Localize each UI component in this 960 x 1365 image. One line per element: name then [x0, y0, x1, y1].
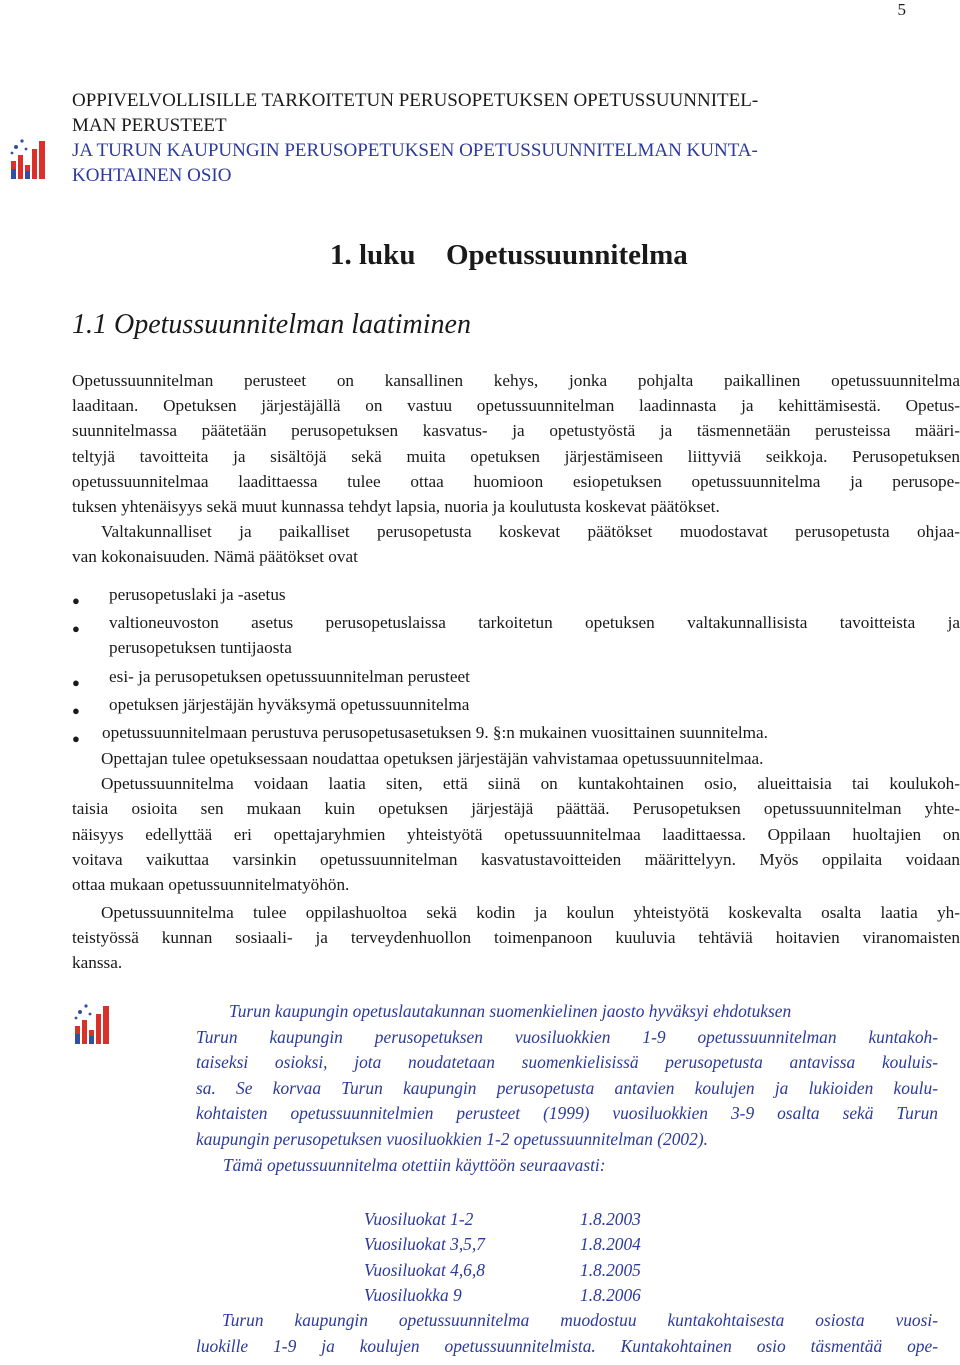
- start-date: 1.8.2003: [580, 1209, 641, 1229]
- text-line: laaditaan. Opetuksen järjestäjällä on vastuu opetussuunnitelman laadinnasta ja kehittämisestä. Opetus-: [72, 396, 960, 416]
- text-line: ottaa mukaan opetussuunnitelmatyöhön.: [72, 875, 350, 895]
- header-line: MAN PERUSTEET: [72, 115, 227, 136]
- page-number: 5: [897, 0, 906, 19]
- chapter-title: [330, 238, 688, 272]
- bullet-icon: ●: [72, 731, 80, 747]
- grade-label: Vuosiluokat 3,5,7: [364, 1234, 485, 1255]
- list-item: [72, 610, 960, 660]
- text-line: taisia osioita sen mukaan kuin opetuksen järjestäjä päättää. Perusopetuksen opetussuunnitelman yhte-: [72, 799, 960, 819]
- list-item: [72, 692, 960, 717]
- schedule-row: [364, 1232, 641, 1257]
- grade-label: Vuosiluokat 4,6,8: [364, 1259, 485, 1280]
- text-line: sa. Se korvaa Turun kaupungin perusopetusta antavien koulujen ja lukioiden koulu-: [196, 1077, 938, 1098]
- list-item: [72, 664, 960, 689]
- paragraph: [72, 900, 960, 976]
- text-line: opetussuunnitelmaan perustuva perusopetusasetuksen 9. §:n mukainen vuosittainen suunnitelma.: [102, 723, 768, 743]
- chapter-name: Opetussuunnitelma: [446, 239, 688, 271]
- text-line: perusopetuslaki ja -asetus: [109, 585, 286, 604]
- text-line: näisyys edellyttää eri opettajaryhmien yhteistyötä opetussuunnitelmaa laadittaessa. Oppilaan huoltajien on: [72, 824, 960, 844]
- header-line: JA TURUN KAUPUNGIN PERUSOPETUKSEN OPETUSSUUNNITELMAN KUNTA-: [72, 140, 758, 161]
- text-line: suunnitelmassa päätetään perusopetuksen kasvatus- ja opetustyöstä ja täsmennetään perusteissa määri-: [72, 421, 960, 441]
- text-line: esi- ja perusopetuksen opetussuunnitelman perusteet: [109, 666, 470, 686]
- document-header: [72, 88, 952, 188]
- schedule-row: [364, 1207, 641, 1232]
- paragraph: [72, 746, 960, 897]
- section-title: 1.1 Opetussuunnitelman laatiminen: [72, 309, 471, 340]
- text-line: tuksen yhtenäisyys sekä muut kunnassa tehdyt lapsia, nuoria ja koulutusta koskevat päätökset.: [72, 497, 720, 517]
- header-line: KOHTAINEN OSIO: [72, 165, 232, 186]
- grade-label: Vuosiluokka 9: [364, 1284, 462, 1305]
- text-line: Turun kaupungin opetussuunnitelma muodostuu kuntakohtaisesta osiosta vuosi-: [222, 1310, 938, 1330]
- list-item: [72, 582, 960, 607]
- bullet-icon: ●: [72, 674, 80, 690]
- grade-label: Vuosiluokat 1-2: [364, 1209, 474, 1229]
- text-line: opetussuunnitelmaa laadittaessa tulee ottaa huomioon esiopetuksen opetussuunnitelma ja perusope-: [72, 471, 960, 491]
- text-line: perusopetuksen tuntijaosta: [109, 638, 292, 658]
- text-line: Opetussuunnitelma tulee oppilashuoltoa sekä kodin ja koulun yhteistyötä koskevalta osalta laatia yh-: [101, 903, 960, 922]
- start-date: 1.8.2006: [580, 1284, 641, 1305]
- text-line: van kokonaisuuden. Nämä päätökset ovat: [72, 547, 358, 567]
- list-item: [72, 720, 960, 745]
- text-line: Opettajan tulee opetuksessaan noudattaa opetuksen järjestäjän vahvistamaa opetussuunnitelmaa.: [101, 749, 764, 768]
- bullet-list: [72, 582, 960, 745]
- turku-closing-paragraph: [196, 1308, 938, 1359]
- bullet-icon: ●: [72, 702, 80, 718]
- start-date: 1.8.2004: [580, 1234, 641, 1255]
- text-line: Opetussuunnitelman perusteet on kansallinen kehys, jonka pohjalta paikallinen opetussuunnitelma: [72, 371, 960, 390]
- text-line: opetuksen järjestäjän hyväksymä opetussuunnitelma: [109, 694, 470, 714]
- text-line: kaupungin perusopetuksen vuosiluokkien 1-2 opetussuunnitelman (2002).: [196, 1128, 708, 1149]
- start-date: 1.8.2005: [580, 1259, 641, 1280]
- text-line: Opetussuunnitelma voidaan laatia siten, että siinä on kuntakohtainen osio, alueittaisia tai koulukoh-: [101, 774, 960, 794]
- schedule-row: [364, 1283, 641, 1308]
- text-line: luokille 1-9 ja koulujen opetussuunnitelmista. Kuntakohtainen osio täsmentää ope-: [196, 1335, 938, 1356]
- header-line: OPPIVELVOLLISILLE TARKOITETUN PERUSOPETUKSEN OPETUSSUUNNITEL-: [72, 90, 759, 111]
- text-line: kanssa.: [72, 953, 123, 973]
- text-line: Valtakunnalliset ja paikalliset perusopetusta koskevat päätökset muodostavat perusopetusta ohjaa-: [101, 522, 960, 542]
- turku-decision-paragraph: [196, 999, 938, 1178]
- paragraph: [72, 368, 960, 570]
- text-line: valtioneuvoston asetus perusopetuslaissa tarkoitetun opetuksen valtakunnallisista tavoitteista ja: [109, 613, 960, 633]
- text-line: taiseksi osioksi, jota noudatetaan suomenkielisissä perusopetusta antavissa kouluis-: [196, 1052, 938, 1073]
- schedule-intro: Tämä opetussuunnitelma otettiin käyttöön seuraavasti:: [223, 1154, 606, 1175]
- turku-logo-icon: [8, 135, 52, 183]
- turku-logo-icon: [72, 1000, 116, 1048]
- bullet-icon: ●: [72, 593, 80, 608]
- schedule-list: [364, 1207, 641, 1308]
- text-line: Turun kaupungin perusopetuksen vuosiluokkien 1-9 opetussuunnitelman kuntakoh-: [196, 1026, 938, 1047]
- text-line: teistyössä kunnan sosiaali- ja terveydenhuollon toimenpanoon kuuluvia tehtäviä hoitavien viranomaisten: [72, 928, 960, 948]
- schedule-row: [364, 1258, 641, 1283]
- chapter-number: 1. luku: [330, 239, 416, 271]
- text-line: Turun kaupungin opetuslautakunnan suomenkielinen jaosto hyväksyi ehdotuksen: [229, 1001, 792, 1021]
- text-line: teltyjä tavoitteita ja sisältöjä sekä muita opetuksen järjestämiseen liittyviä seikkoja. Perusopetuksen: [72, 446, 960, 466]
- bullet-icon: ●: [72, 621, 80, 637]
- text-line: kohtaisten opetussuunnitelmien perusteet (1999) vuosiluokkien 3-9 osalta sekä Turun: [196, 1103, 938, 1124]
- text-line: voitava vaikuttaa varsinkin opetussuunnitelman kasvatustavoitteiden määrittelyyn. Myös oppilaita voidaan: [72, 849, 960, 869]
